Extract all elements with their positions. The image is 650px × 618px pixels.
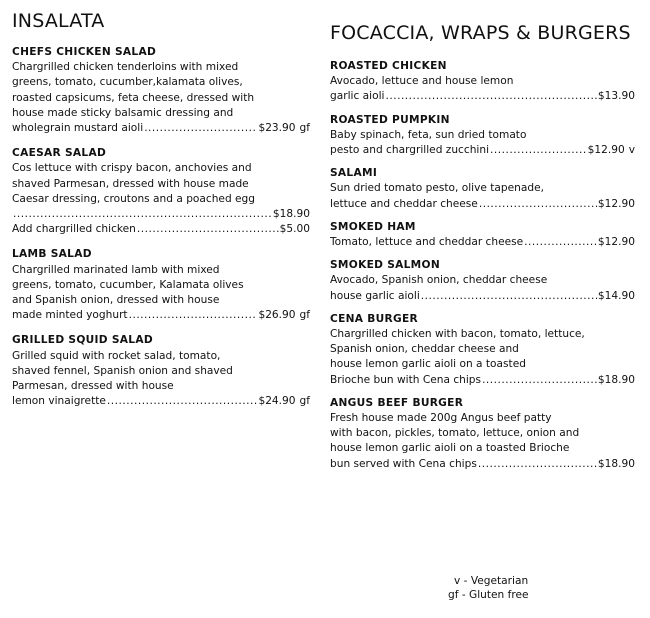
menu-item — [330, 166, 635, 212]
menu-item-description: Tomato, lettuce and cheddar cheese — [330, 236, 524, 249]
menu-item-price: $18.90 — [272, 208, 310, 221]
menu-item — [330, 396, 635, 472]
menu-item-description: shaved fennel, Spanish onion and shaved — [12, 364, 233, 377]
menu-item — [12, 45, 310, 136]
dot-leader — [13, 207, 272, 222]
menu-item-price-line — [330, 197, 635, 212]
dot-leader — [482, 373, 597, 388]
menu-item-price-line — [12, 394, 310, 409]
menu-item-description: Avocado, lettuce and house lemon — [330, 75, 514, 88]
menu-item-price: $18.90 — [597, 457, 635, 470]
menu-item — [330, 113, 635, 159]
menu-item — [330, 59, 635, 105]
dot-leader — [479, 197, 597, 212]
menu-item-name: ANGUS BEEF BURGER — [330, 396, 464, 409]
menu-item-description: Cos lettuce with crispy bacon, anchovies and — [12, 162, 252, 175]
menu-item-name: LAMB SALAD — [12, 248, 92, 261]
insalata-column — [12, 0, 310, 419]
menu-item-description: Add chargrilled chicken — [12, 223, 136, 236]
focaccia-column — [330, 0, 635, 480]
menu-item-price: $5.00 — [279, 223, 310, 236]
menu-item — [330, 258, 635, 304]
menu-item-name: SALAMI — [330, 167, 378, 180]
menu-item-description: Parmesan, dressed with house — [12, 380, 174, 393]
dot-leader — [107, 394, 258, 409]
dietary-legend — [448, 574, 529, 602]
menu-item-name: ROASTED CHICKEN — [330, 60, 447, 72]
menu-item-price: $13.90 — [597, 90, 635, 103]
menu-item-description: roasted capsicums, feta cheese, dressed with — [12, 91, 255, 104]
menu-item-description: shaved Parmesan, dressed with house made — [12, 177, 249, 190]
menu-item-price: $12.90 — [597, 197, 635, 210]
menu-item-price: $24.90 — [258, 395, 296, 408]
menu-item-name: CHEFS CHICKEN SALAD — [12, 46, 157, 58]
menu-item-price-line — [330, 289, 635, 304]
menu-item-description: greens, tomato, cucumber, Kalamata olives — [12, 278, 244, 291]
menu-item-description: Chargrilled chicken tenderloins with mixed — [12, 61, 239, 74]
menu-item-description: Chargrilled chicken with bacon, tomato, lettuce, — [330, 328, 585, 341]
dot-leader — [129, 308, 258, 323]
menu-item-price: $18.90 — [597, 373, 635, 386]
menu-item-price-line — [330, 235, 635, 250]
dot-leader — [524, 235, 597, 250]
menu-item-description: greens, tomato, cucumber,kalamata olives, — [12, 76, 243, 89]
menu-item — [330, 312, 635, 388]
menu-item-price-line — [12, 308, 310, 323]
menu-item-name: CENA BURGER — [330, 312, 418, 325]
insalata-heading: INSALATA — [12, 10, 105, 32]
menu-item-description: Sun dried tomato pesto, olive tapenade, — [330, 182, 544, 195]
menu-item-price-line — [330, 89, 635, 104]
dietary-tag: v — [628, 144, 635, 157]
menu-item-description: Avocado, Spanish onion, cheddar cheese — [330, 274, 548, 287]
dietary-tag: gf — [299, 309, 310, 322]
menu-item-description: Baby spinach, feta, sun dried tomato — [330, 128, 527, 141]
menu-item-price-line — [330, 373, 635, 388]
menu-item-price-line — [330, 143, 635, 158]
menu-item-price-line — [12, 121, 310, 136]
menu-item-price-line — [12, 222, 310, 237]
menu-item-price: $23.90 — [258, 122, 296, 135]
menu-item-description: lettuce and cheddar cheese — [330, 197, 478, 210]
menu-item-description: pesto and chargrilled zucchini — [330, 144, 490, 157]
focaccia-heading: FOCACCIA, WRAPS & BURGERS — [330, 22, 631, 44]
menu-item-name: ROASTED PUMPKIN — [330, 113, 450, 126]
dietary-tag: gf — [299, 122, 310, 135]
menu-item-description: Fresh house made 200g Angus beef patty — [330, 412, 552, 425]
menu-item-description: wholegrain mustard aioli — [12, 122, 144, 135]
menu-item-name: SMOKED SALMON — [330, 259, 440, 272]
dot-leader — [137, 222, 279, 237]
dot-leader — [478, 457, 597, 472]
menu-item-description: house lemon garlic aioli on a toasted Brioche — [330, 442, 570, 455]
menu-item-price-line — [12, 207, 310, 222]
menu-item-name: SMOKED HAM — [330, 220, 416, 233]
menu-item — [330, 220, 635, 250]
dietary-tag: gf — [299, 395, 310, 408]
menu-item-description: house garlic aioli — [330, 289, 420, 302]
insalata-item-list — [12, 45, 310, 409]
menu-item-description: made minted yoghurt — [12, 309, 128, 322]
focaccia-item-list — [330, 59, 635, 472]
dot-leader — [144, 121, 257, 136]
menu-item-description: garlic aioli — [330, 90, 385, 103]
dot-leader — [385, 89, 596, 104]
dot-leader — [490, 143, 587, 158]
menu-item-price: $26.90 — [258, 309, 296, 322]
menu-item-description: Caesar dressing, croutons and a poached egg — [12, 192, 256, 205]
menu-item-description: house lemon garlic aioli on a toasted — [330, 358, 526, 371]
dot-leader — [421, 289, 597, 304]
menu-item-description: Spanish onion, cheddar cheese and — [330, 343, 519, 356]
menu-item-name: GRILLED SQUID SALAD — [12, 334, 153, 347]
menu-item-price: $12.90 — [587, 144, 625, 157]
menu-item-description: Brioche bun with Cena chips — [330, 373, 482, 386]
legend-vegetarian: v - Vegetarian — [454, 575, 529, 587]
menu-item-description: house made sticky balsamic dressing and — [12, 106, 234, 119]
menu-item-price-line — [330, 457, 635, 472]
menu-item-description: lemon vinaigrette — [12, 395, 106, 408]
menu-item-description: Chargrilled marinated lamb with mixed — [12, 263, 220, 276]
menu-item — [12, 247, 310, 323]
menu-item-description: Grilled squid with rocket salad, tomato, — [12, 349, 221, 362]
menu-item-price: $12.90 — [597, 236, 635, 249]
menu-item-price: $14.90 — [597, 289, 635, 302]
legend-gluten-free: gf - Gluten free — [448, 589, 529, 601]
menu-item — [12, 333, 310, 409]
menu-item-description: bun served with Cena chips — [330, 457, 477, 470]
menu-item-name: CAESAR SALAD — [12, 147, 107, 160]
menu-item — [12, 146, 310, 237]
menu-item-description: and Spanish onion, dressed with house — [12, 294, 220, 307]
menu-item-description: with bacon, pickles, tomato, lettuce, onion and — [330, 427, 580, 440]
